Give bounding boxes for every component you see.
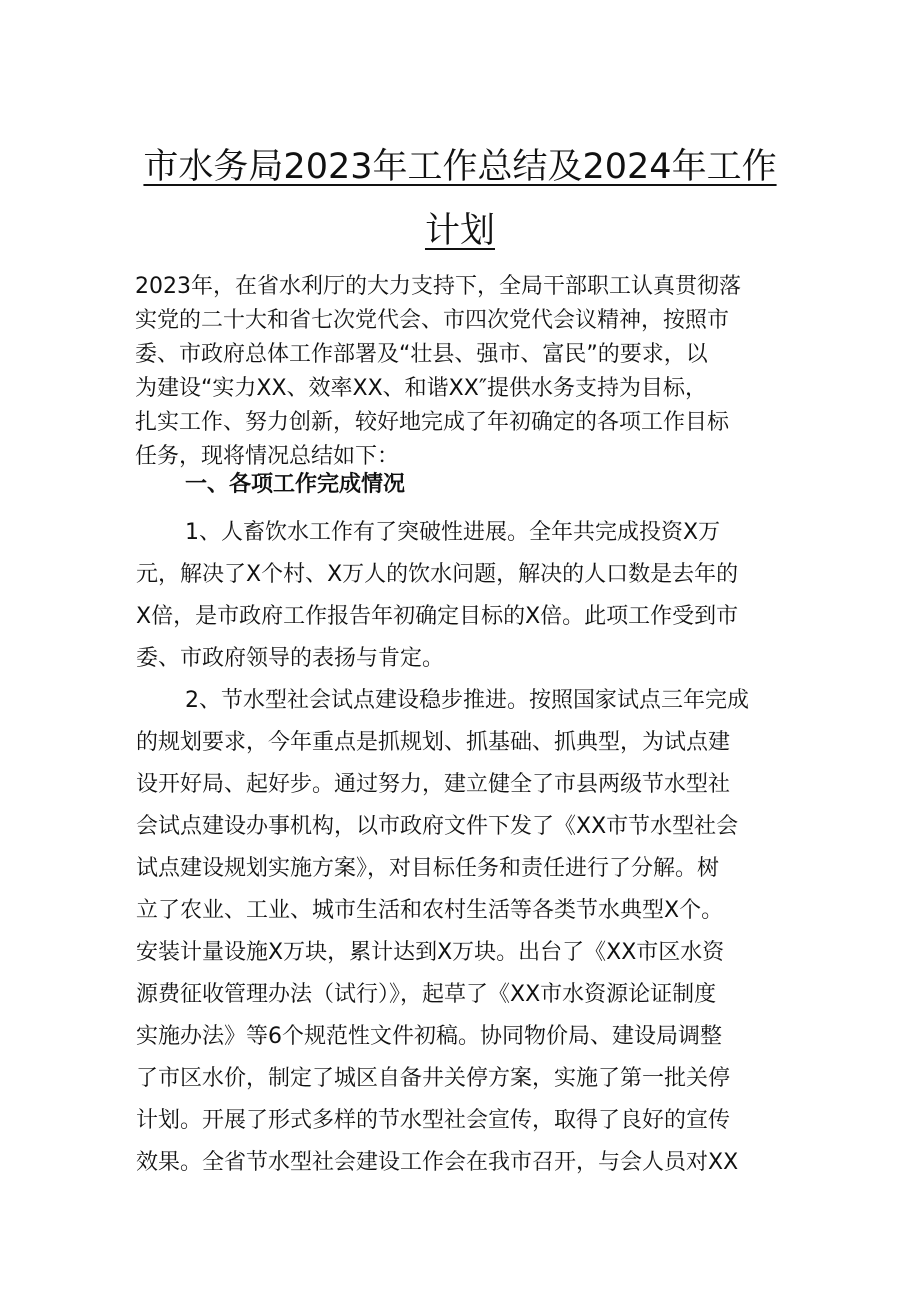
paragraph-water-saving [136,680,786,1184]
intro-paragraph [135,270,785,474]
section-heading: 一、各项工作完成情况 [185,472,406,497]
paragraph-line: 的规划要求，今年重点是抓规划、抓基础、抓典型，为试点建 [136,730,731,755]
paragraph-line: 试点建设规划实施方案》，对目标任务和责任进行了分解。树 [136,856,720,881]
paragraph-line: 元，解决了X个村、X万人的饮水问题，解决的人口数是去年的 [136,562,739,587]
paragraph-line: 立了农业、工业、城市生活和农村生活等各类节水典型X个。 [136,898,724,923]
paragraph-line: 1、人畜饮水工作有了突破性进展。全年共完成投资X万 [185,520,721,545]
paragraph-line: 源费征收管理办法（试行）》，起草了《XX市水资源论证制度 [136,982,717,1007]
intro-line: 实党的二十大和省七次党代会、市四次党代会议精神，按照市 [135,308,730,333]
document-title-line-2: 计划 [424,211,495,252]
paragraph-line: 安装计量设施X万块，累计达到X万块。出台了《XX市区水资 [136,940,725,965]
paragraph-line: 了市区水价，制定了城区自备井关停方案，实施了第一批关停 [136,1066,731,1091]
paragraph-line: 2、节水型社会试点建设稳步推进。按照国家试点三年完成 [185,688,749,713]
paragraph-line: 会试点建设办事机构，以市政府文件下发了《XX市节水型社会 [136,814,739,839]
intro-line: 委、市政府总体工作部署及“壮县、强市、富民”的要求，以 [135,342,708,367]
paragraph-line: 实施办法》等6个规范性文件初稿。协同物价局、建设局调整 [136,1024,722,1049]
document-title-line-1: 市水务局2023年工作总结及2024年工作 [143,147,777,188]
paragraph-drinking-water [136,512,786,680]
paragraph-line: 委、市政府领导的表扬与肯定。 [136,646,445,671]
paragraph-line: 计划。开展了形式多样的节水型社会宣传，取得了良好的宣传 [136,1108,731,1133]
paragraph-line: 效果。全省节水型社会建设工作会在我市召开，与会人员对XX [136,1150,739,1175]
intro-line: 为建设“实力XX、效率XX、和谐XX″提供水务支持为目标， [135,376,708,401]
intro-line: 扎实工作、努力创新，较好地完成了年初确定的各项工作目标 [135,410,730,435]
intro-line: 2023年，在省水利厅的大力支持下，全局干部职工认真贯彻落 [135,274,741,299]
paragraph-line: 设开好局、起好步。通过努力，建立健全了市县两级节水型社 [136,772,731,797]
paragraph-line: X倍，是市政府工作报告年初确定目标的X倍。此项工作受到市 [136,604,739,629]
intro-line: 任务，现将情况总结如下： [135,444,400,469]
